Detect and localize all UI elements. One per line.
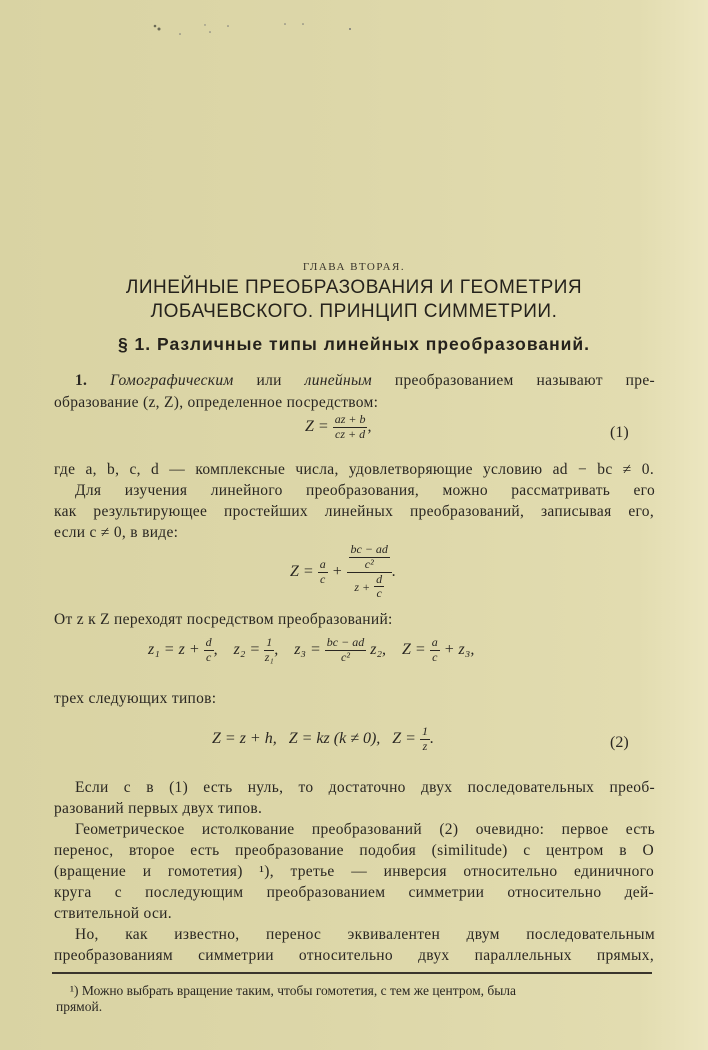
inversion: Z = — [392, 729, 416, 747]
chapter-title-line2: ЛОБАЧЕВСКОГО. ПРИНЦИП СИММЕТРИИ. — [150, 301, 558, 322]
eq-lhs: Z = — [290, 562, 314, 580]
footnote-line-2: прямой. — [56, 999, 103, 1014]
conj: или — [256, 372, 282, 389]
fraction — [333, 413, 368, 442]
z-plus: z + — [354, 579, 371, 594]
paragraph-4-line-4: круга с последующим преобразованием симметрии относительно дей- — [54, 884, 654, 901]
compound-fraction — [347, 543, 392, 601]
text: преобразованием называют пре- — [394, 372, 655, 389]
from-line: От z к Z переходят посредством преобразований: — [54, 611, 393, 628]
footnote-rule — [52, 972, 652, 974]
translation: Z = z + h, — [212, 729, 277, 747]
similitude: Z = kz (k ≠ 0), — [288, 729, 381, 747]
equation-1 — [305, 413, 371, 442]
denominator: cz + d — [335, 426, 366, 441]
z3-def: z₃ = — [294, 640, 321, 658]
numerator: a — [319, 556, 326, 571]
equation-1-number: (1) — [610, 424, 629, 441]
paragraph-4-line-5: ствительной оси. — [54, 905, 172, 922]
paragraph-2-line-2: как результирующее простейших линейных преобразований, записывая его, — [54, 503, 654, 520]
trail: . — [391, 562, 396, 580]
paper-specks — [150, 22, 480, 42]
fraction — [420, 725, 430, 754]
fraction-a-over-c — [318, 558, 328, 587]
numerator: d — [376, 571, 383, 586]
item-number: 1. — [75, 372, 88, 389]
footnote-line-1: ¹) Можно выбрать вращение таким, чтобы гомотетия, с тем же центром, была — [70, 983, 517, 998]
three-types-line: трех следующих типов: — [54, 690, 217, 707]
trail: . — [429, 729, 434, 747]
compound-numerator — [347, 543, 392, 573]
paragraph-3-line-2: разований первых двух типов. — [54, 800, 263, 817]
equation-2-number: (2) — [610, 734, 629, 751]
equation-chain: z₁ = z + $\frac{d}{c}$ , z₂ = $\frac{1}{\text{z₁}}$ , z₃ = $\frac{bc - ad}{\text{c²}}$ z₂, Z = $\frac{a}{c}$ + z₃, — [148, 635, 475, 664]
paragraph-2-line-1: Для изучения линейного преобразования, можно рассматривать его — [75, 482, 655, 499]
plus: + — [331, 562, 343, 580]
paragraph-1-line-1 — [75, 370, 655, 391]
paragraph-3-line-1: Если c в (1) есть нуль, то достаточно двух последовательных преоб- — [75, 779, 655, 796]
fraction — [430, 636, 440, 665]
denominator: z — [422, 738, 428, 753]
z3-tail: z₂, — [370, 640, 387, 658]
denominator: c — [432, 649, 438, 664]
denominator: c — [205, 649, 212, 664]
numerator: 1 — [266, 635, 273, 649]
numerator: az + b — [334, 412, 366, 426]
Z-tail: + z₃, — [443, 640, 475, 658]
numerator: bc − ad — [326, 635, 365, 649]
d-over-c — [374, 573, 384, 602]
numerator: 1 — [421, 724, 428, 738]
paragraph-4-line-2: перенос, второе есть преобразование подобия (similitude) с центром в O — [54, 842, 654, 859]
denominator: c² — [341, 649, 350, 664]
eq-lhs: Z = — [305, 417, 329, 435]
z2-def: z₂ = — [233, 640, 261, 658]
numerator: a — [431, 635, 438, 649]
paragraph-5-line-2: преобразованиям симметрии относительно двух параллельных прямых, — [54, 947, 654, 964]
denominator: c — [376, 586, 382, 601]
fraction — [325, 636, 366, 665]
denominator: c² — [364, 556, 374, 571]
Z-def: Z = — [402, 640, 426, 658]
chapter-label: ГЛАВА ВТОРАЯ. — [302, 261, 406, 273]
z1-def: z₁ = z + — [148, 640, 200, 658]
paragraph-4-line-3: (вращение и гомотетия) ¹), третье — инверсия относительно единичного — [54, 863, 654, 880]
compound-denominator — [347, 573, 392, 602]
equation-2 — [212, 725, 434, 754]
numerator: d — [205, 635, 212, 649]
numerator: bc − ad — [350, 542, 388, 556]
chapter-title-line1: ЛИНЕЙНЫЕ ПРЕОБРАЗОВАНИЯ И ГЕОМЕТРИЯ — [125, 277, 583, 298]
paragraph-5-line-1: Но, как известно, перенос эквивалентен двум последовательным — [75, 926, 655, 943]
equation-decomposition — [290, 543, 396, 601]
fraction — [264, 636, 274, 665]
denominator: z₁ — [264, 649, 274, 664]
paragraph-4-line-1: Геометрическое истолкование преобразований (2) очевидно: первое есть — [75, 821, 655, 838]
where-line: где a, b, c, d — комплексные числа, удовлетворяющие условию ad − bc ≠ 0. — [54, 461, 654, 478]
paragraph-2-line-3: если c ≠ 0, в виде: — [54, 524, 179, 541]
section-heading: § 1. Различные типы линейных преобразований. — [117, 334, 591, 354]
term-linear: линейным — [304, 372, 372, 389]
term-homographic: Гомографическим — [110, 372, 234, 389]
fraction — [204, 636, 214, 665]
inner-fraction — [349, 543, 390, 572]
denominator: c — [320, 571, 326, 586]
paragraph-1-line-2: образование (z, Z), определенное посредством: — [54, 394, 379, 411]
trail: , — [367, 417, 372, 435]
